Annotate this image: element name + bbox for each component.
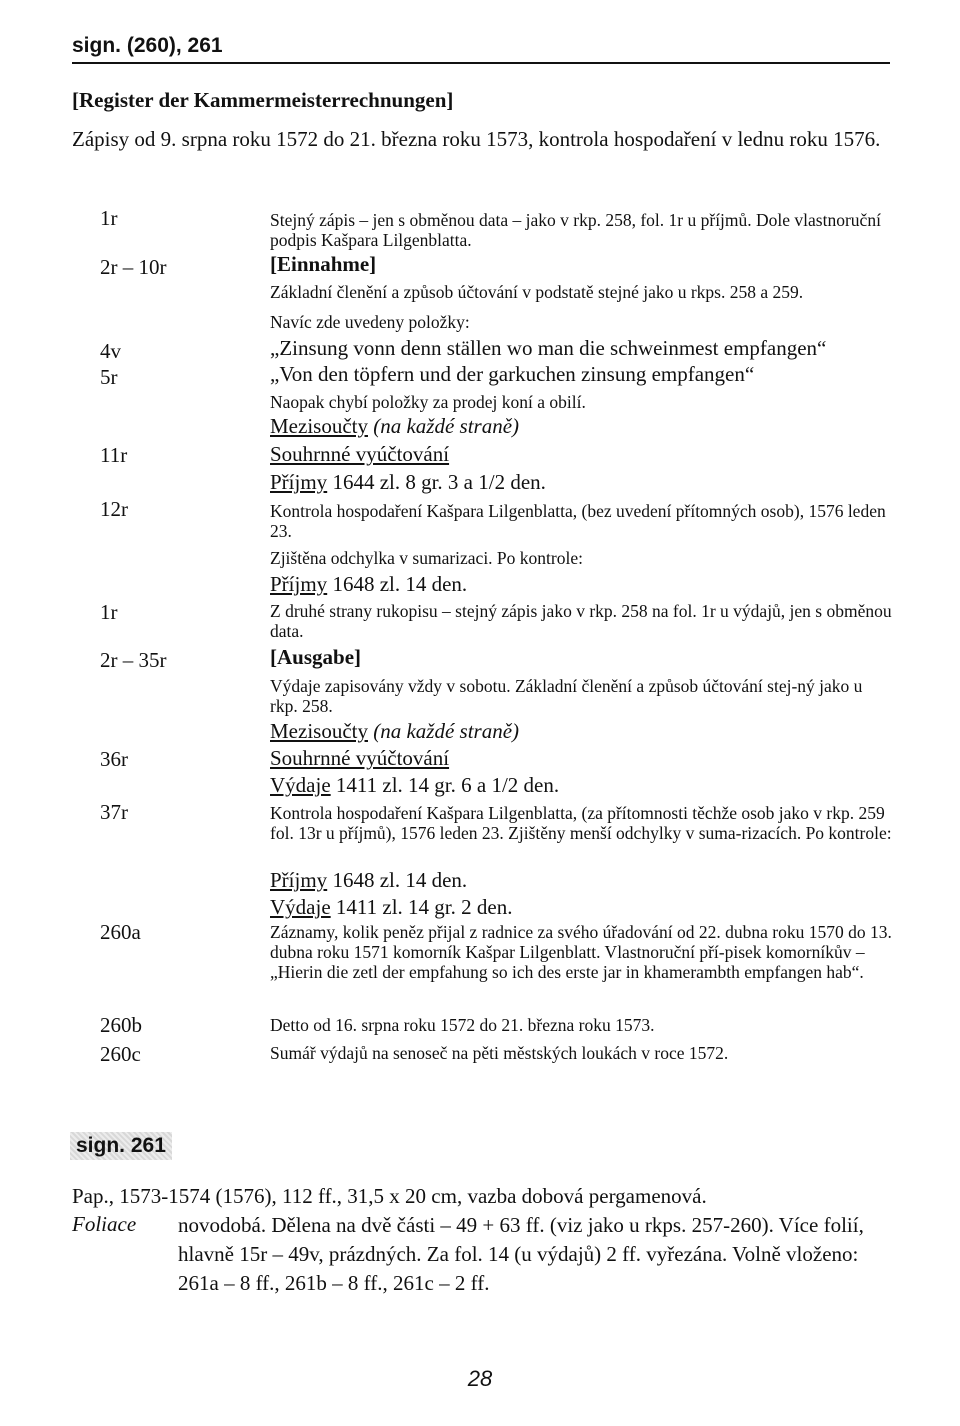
amount-value: 1411 zl. 14 gr. 6 a 1/2 den. (335, 773, 560, 797)
amount-line (270, 772, 892, 798)
subtotals-note: (na každé straně) (373, 414, 520, 438)
foliace-label: Foliace (72, 1212, 137, 1236)
subtotals-note: (na každé straně) (373, 719, 520, 743)
folio-label: 4v (100, 339, 121, 363)
subtotals-line (270, 413, 892, 439)
signature-heading: sign. 261 (70, 1132, 172, 1160)
folio-label: 2r – 35r (100, 648, 167, 672)
amount-value: 1644 zl. 8 gr. 3 a 1/2 den. (332, 470, 546, 494)
amount-label: Příjmy (270, 572, 328, 596)
folio-label: 2r – 10r (100, 255, 167, 279)
quoted-item: „Von den töpfern und der garkuchen zinsung empfangen“ (270, 362, 755, 386)
entry-text: Výdaje zapisovány vždy v sobotu. Základní členění a způsob účtování stej-ný jako u rkp. 258. (270, 676, 863, 716)
physical-description: Pap., 1573-1574 (1576), 112 ff., 31,5 x 20 cm, vazba dobová pergamenová. (72, 1184, 707, 1208)
register-title: [Register der Kammermeisterrechnungen] (72, 88, 454, 112)
folio-label: 260c (100, 1042, 141, 1066)
folio-label: 260b (100, 1013, 142, 1037)
folio-label: 1r (100, 206, 118, 230)
entry-text: Sumář výdajů na senoseč na pěti městských loukách v roce 1572. (270, 1043, 729, 1063)
foliace-text: novodobá. Dělena na dvě části – 49 + 63 ff. (viz jako u rkps. 257-260). Více folií, hlavně 15r – 49v, prázdných. Za fol. 14 (u výdajů) 2 ff. vyřezána. Volně vloženo: 261a – 8 ff., 261b – 8 ff., 261c – 2 ff. (178, 1213, 864, 1295)
summary-label: Souhrnné vyúčtování (270, 442, 450, 466)
entry-text: Stejný zápis – jen s obměnou data – jako v rkp. 258, fol. 1r u příjmů. Dole vlastnoruční podpis Kašpara Lilgenblatta. (270, 210, 881, 250)
folio-label: 5r (100, 365, 118, 389)
amount-line (270, 867, 892, 893)
entry-text: Z druhé strany rukopisu – stejný zápis jako v rkp. 258 na fol. 1r u výdajů, jen s obměnou data. (270, 601, 892, 641)
amount-line (270, 469, 892, 495)
summary-label: Souhrnné vyúčtování (270, 746, 450, 770)
intro-paragraph: Zápisy od 9. srpna roku 1572 do 21. března roku 1573, kontrola hospodaření v lednu roku 1576. (72, 127, 881, 151)
amount-line (270, 894, 892, 920)
subtotals-line (270, 718, 892, 744)
folio-label: 260a (100, 920, 141, 944)
entry-text: Detto od 16. srpna roku 1572 do 21. března roku 1573. (270, 1015, 655, 1035)
folio-label: 37r (100, 800, 128, 824)
summary-heading (270, 745, 892, 771)
amount-label: Příjmy (270, 868, 328, 892)
entry-text: Naopak chybí položky za prodej koní a obilí. (270, 392, 586, 412)
amount-label: Výdaje (270, 773, 331, 797)
amount-label: Příjmy (270, 470, 328, 494)
folio-label: 36r (100, 747, 128, 771)
section-heading: [Einnahme] (270, 252, 377, 276)
folio-label: 1r (100, 600, 118, 624)
header-rule (72, 62, 890, 64)
subtotals-label: Mezisoučty (270, 414, 368, 438)
entry-text: Základní členění a způsob účtování v podstatě stejné jako u rkps. 258 a 259. (270, 282, 804, 302)
entry-text: Navíc zde uvedeny položky: (270, 312, 470, 332)
quoted-item: „Zinsung vonn denn ställen wo man die schweinmest empfangen“ (270, 336, 827, 360)
running-head: sign. (260), 261 (72, 34, 223, 57)
page-number: 28 (467, 1366, 493, 1391)
entry-text: Kontrola hospodaření Kašpara Lilgenblatta, (za přítomnosti těchže osob jako v rkp. 259 fol. 13r u příjmů), 1576 leden 23. Zjištěny menší odchylky v suma-rizacích. Po kontrole: (270, 803, 892, 843)
entry-text: Kontrola hospodaření Kašpara Lilgenblatta, (bez uvedení přítomných osob), 1576 leden 23. (270, 501, 886, 541)
folio-label: 11r (100, 443, 128, 467)
amount-value: 1648 zl. 14 den. (332, 572, 468, 596)
folio-label: 12r (100, 497, 128, 521)
subtotals-label: Mezisoučty (270, 719, 368, 743)
amount-line (270, 571, 892, 597)
amount-label: Výdaje (270, 895, 331, 919)
summary-heading (270, 441, 892, 467)
section-heading: [Ausgabe] (270, 645, 362, 669)
entry-text: Záznamy, kolik peněz přijal z radnice za svého úřadování od 22. dubna roku 1570 do 13. dubna roku 1571 komorník Kašpar Lilgenblatt. Vlastnoruční pří-pisek komorníkův – „Hierin die zetl der empfahung so ich des erste jar in khamerambth empfangen hab“. (270, 922, 892, 982)
amount-value: 1411 zl. 14 gr. 2 den. (335, 895, 513, 919)
entry-text: Zjištěna odchylka v sumarizaci. Po kontrole: (270, 548, 583, 568)
amount-value: 1648 zl. 14 den. (332, 868, 468, 892)
